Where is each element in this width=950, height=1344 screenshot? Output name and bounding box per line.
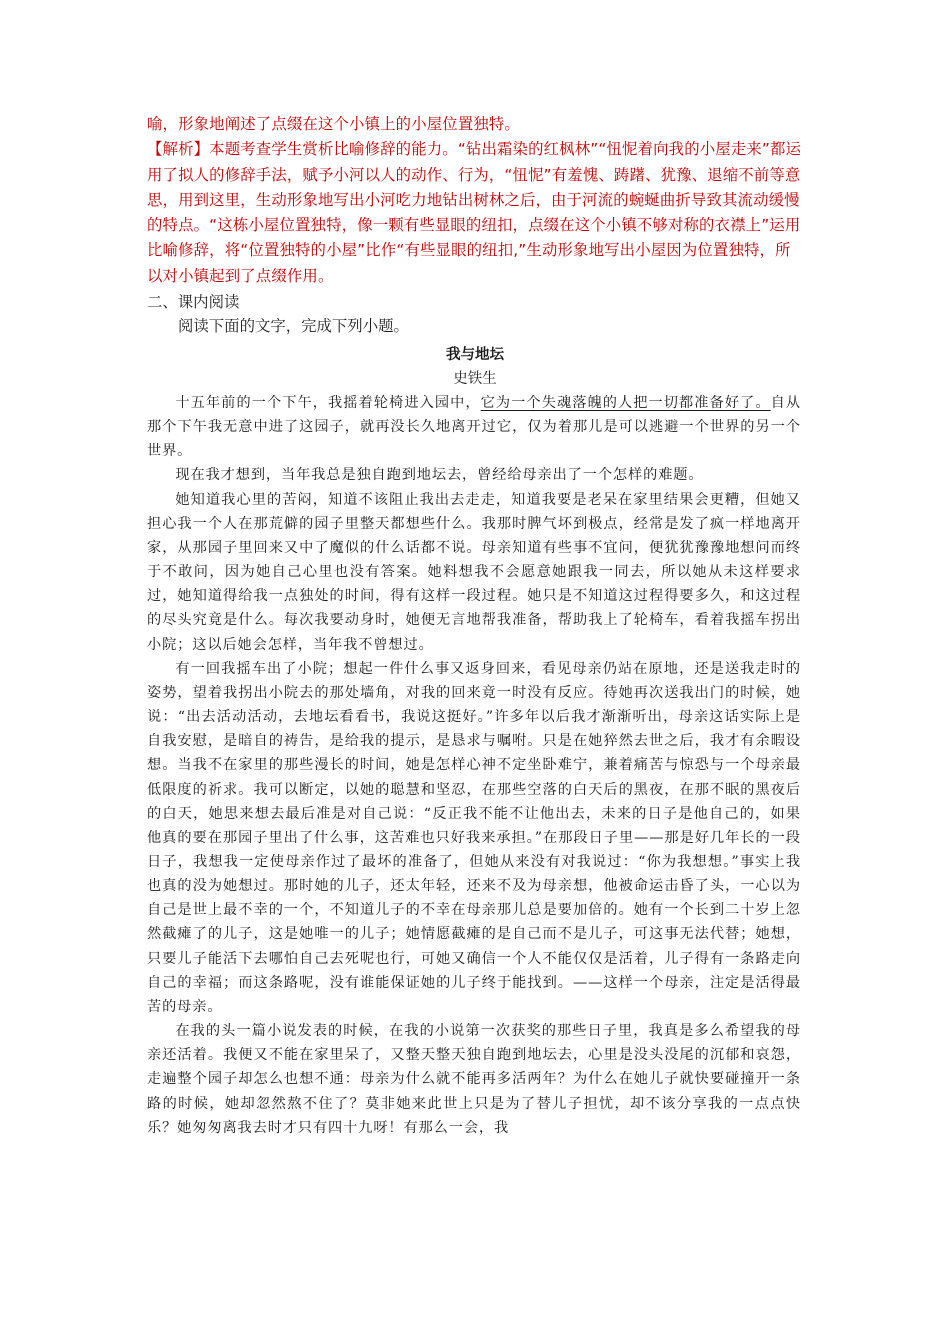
article-paragraph: 她知道我心里的苦闷，知道不该阻止我出去走走，知道我要是老呆在家里结果会更糟，但她又担心我一个人在那荒僻的园子里整天都想些什么。我那时脾气坏到极点，经常是发了疯一样地离开家，从那园子里回来又中了魔似的什么话都不说。母亲知道有些事不宜问，便犹犹豫豫地想问而终于不敢问，因为她自己心里也没有答案。她料想我不会愿意她跟我一同去，所以她从未这样要求过，她知道得给我一点独处的时间，得有这样一段过程。她只是不知道这过程得要多久，和这过程的尽头究竟是什么。每次我要动身时，她便无言地帮我准备，帮助我上了轮椅车，看着我摇车拐出小院；这以后她会怎样，当年我不曾想过。 xyxy=(147,491,801,653)
underlined-sentence: 它为一个失魂落魄的人把一切都准备好了。 xyxy=(480,395,771,411)
reading-instruction: 阅读下面的文字，完成下列小题。 xyxy=(178,317,409,335)
article-paragraph: 现在我才想到，当年我总是独自跑到地坛去，曾经给母亲出了一个怎样的难题。 xyxy=(175,467,704,484)
article-body xyxy=(147,391,801,1140)
section-heading: 二、课内阅读 xyxy=(147,293,240,311)
article-paragraph xyxy=(147,391,801,463)
analysis-paragraph: 【解析】本题考查学生赏析比喻修辞的能力。“钻出霜染的红枫林”“忸怩着向我的小屋走来”都运用了拟人的修辞手法，赋予小河以人的动作、行为，“忸怩”有羞愧、踌躇、犹豫、退缩不前等意思，用到这里，生动形象地写出小河吃力地钻出树林之后，由于河流的蜿蜒曲折导致其流动缓慢的特点。“这栋小屋位置独特，像一颗有些显眼的纽扣，点缀在这个小镇不够对称的衣襟上”运用比喻修辞，将“位置独特的小屋”比作“有些显眼的纽扣,”生动形象地写出小屋因为位置独特，所以对小镇起到了点缀作用。 xyxy=(147,140,802,285)
article-paragraph: 在我的头一篇小说发表的时候，在我的小说第一次获奖的那些日子里，我真是多么希望我的母亲还活着。我便又不能在家里呆了，又整天整天独自跑到地坛去，心里是没头没尾的沉郁和哀怨，走遍整个园子却怎么也想不通：母亲为什么就不能再多活两年？为什么在她儿子就快要碰撞开一条路的时候，她却忽然熬不住了？莫非她来此世上只是为了替儿子担忧，却不该分享我的一点点快乐？她匆匆离我去时才只有四十九呀！有那么一会，我 xyxy=(147,1023,801,1136)
answer-explanation xyxy=(147,112,803,289)
article-title: 我与地坛 xyxy=(446,346,504,363)
paragraph-text: 十五年前的一个下午，我摇着轮椅进入园中， xyxy=(175,395,481,411)
answer-line: 喻，形象地阐述了点缀在这个小镇上的小屋位置独特。 xyxy=(147,115,520,133)
paragraph-text: 自从那个下午我无意中进了这园子，就再没长久地离开过它，仅为着那儿是可以逃避一个世界的另一个世界。 xyxy=(147,395,801,460)
article-author: 史铁生 xyxy=(453,371,497,387)
article-paragraph: 有一回我摇车出了小院；想起一件什么事又返身回来，看见母亲仍站在原地，还是送我走时的姿势，望着我拐出小院去的那处墙角，对我的回来竟一时没有反应。待她再次送我出门的时候，她说：“出去活动活动，去地坛看看书，我说这挺好。”许多年以后我才渐渐听出，母亲这话实际上是自我安慰，是暗自的祷告，是给我的提示，是恳求与嘱咐。只是在她猝然去世之后，我才有余暇设想。当我不在家里的那些漫长的时间，她是怎样心神不定坐卧难宁，兼着痛苦与惊恐与一个母亲最低限度的祈求。我可以断定，以她的聪慧和坚忍，在那些空落的白天后的黑夜，在那不眠的黑夜后的白天，她思来想去最后准是对自己说：“反正我不能不让他出去，未来的日子是他自己的，如果他真的要在那园子里出了什么事，这苦难也只好我来承担。”在那段日子里——那是好几年长的一段日子，我想我一定使母亲作过了最坏的准备了，但她从来没有对我说过：“你为我想想。”事实上我也真的没为她想过。那时她的儿子，还太年轻，还来不及为母亲想，他被命运击昏了头，一心以为自己是世上最不幸的一个，不知道儿子的不幸在母亲那儿总是要加倍的。她有一个长到二十岁上忽然截瘫了的儿子，这是她唯一的儿子；她情愿截瘫的是自己而不是儿子，可这事无法代替；她想，只要儿子能活下去哪怕自己去死呢也行，可她又确信一个人不能仅仅是活着，儿子得有一条路走向自己的幸福；而这条路呢，没有谁能保证她的儿子终于能找到。——这样一个母亲，注定是活得最苦的母亲。 xyxy=(147,660,801,1015)
